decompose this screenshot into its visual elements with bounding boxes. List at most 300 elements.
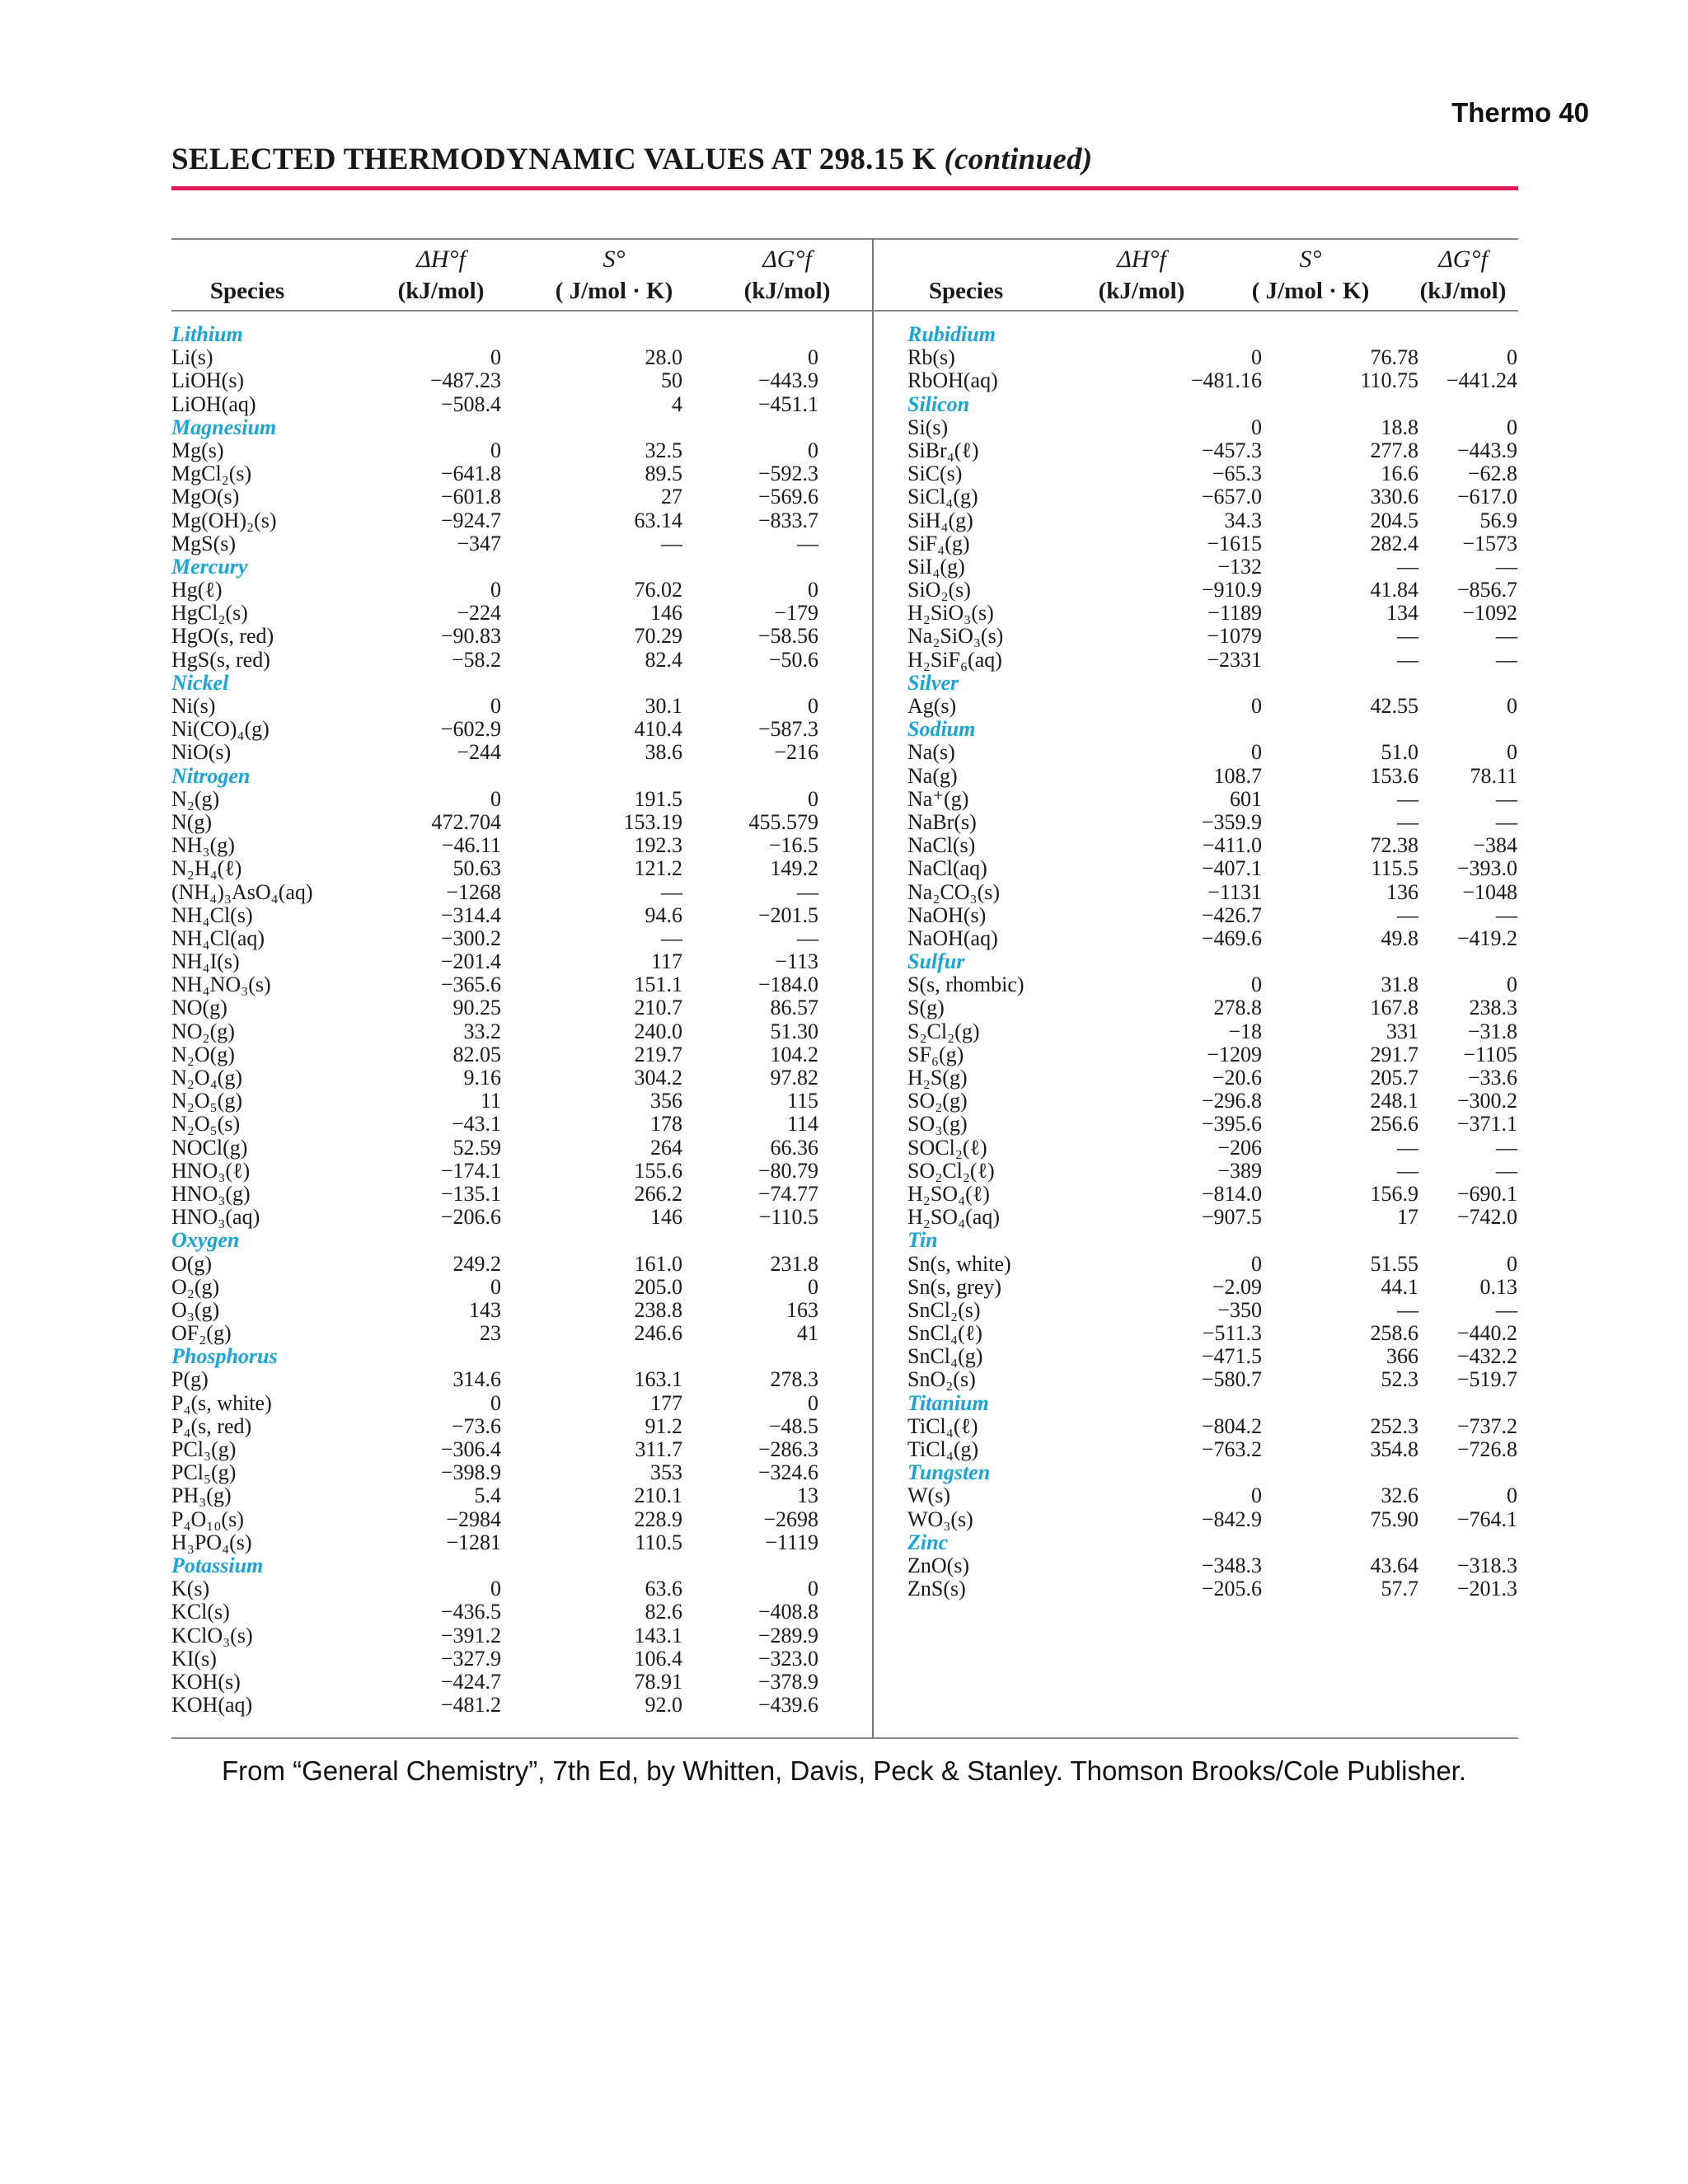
gibbs-cell: −371.1 — [1456, 1112, 1517, 1137]
enthalpy-cell: −43.1 — [451, 1112, 501, 1137]
entropy-cell: 410.4 — [634, 717, 682, 742]
gibbs-cell: −58.56 — [757, 624, 818, 649]
entropy-cell: 72.38 — [1370, 833, 1418, 858]
table-row — [171, 1671, 856, 1694]
table-row — [907, 485, 1517, 509]
gibbs-cell: −324.6 — [757, 1460, 818, 1485]
species-cell: NaOH(aq) — [907, 926, 998, 950]
table-row — [171, 973, 856, 996]
entropy-cell: 151.1 — [634, 972, 682, 997]
gibbs-cell: −393.0 — [1456, 856, 1517, 881]
header-species-left: Species — [209, 278, 285, 304]
section-label: Silver — [907, 670, 959, 695]
gibbs-cell: −80.79 — [757, 1158, 818, 1183]
header-enthalpy-left: ΔH°f (kJ/mol) — [397, 246, 485, 304]
entropy-cell: 246.6 — [634, 1321, 682, 1346]
entropy-cell: 205.0 — [634, 1274, 682, 1299]
enthalpy-cell: −481.2 — [440, 1693, 501, 1718]
species-cell: S₂Cl₂(g) — [907, 1019, 980, 1043]
table-row — [171, 950, 856, 973]
section-heading — [171, 672, 856, 695]
enthalpy-cell: 472.704 — [431, 809, 501, 834]
gibbs-cell: −1048 — [1462, 879, 1517, 904]
species-cell: SiH₄(g) — [907, 508, 973, 532]
table-row — [907, 1206, 1517, 1229]
gibbs-cell: 78.11 — [1470, 763, 1517, 788]
entropy-cell: 27 — [661, 485, 682, 509]
header-species-right: Species — [928, 278, 1004, 304]
enthalpy-cell: 33.2 — [463, 1019, 501, 1043]
section-heading — [907, 1392, 1517, 1415]
gibbs-cell: −33.6 — [1467, 1066, 1517, 1090]
gibbs-cell: −2698 — [763, 1507, 818, 1531]
entropy-cell: 240.0 — [634, 1019, 682, 1043]
species-cell: LiOH(aq) — [171, 391, 256, 416]
table-row — [907, 439, 1517, 462]
section-label: Zinc — [907, 1530, 949, 1554]
enthalpy-cell: 601 — [1230, 786, 1262, 811]
entropy-cell: 63.6 — [645, 1577, 682, 1601]
gibbs-cell: 278.3 — [770, 1367, 818, 1392]
entropy-cell: 258.6 — [1370, 1321, 1418, 1346]
entropy-cell: 331 — [1386, 1019, 1418, 1043]
gibbs-cell: −441.24 — [1446, 368, 1517, 393]
entropy-cell: 210.1 — [634, 1483, 682, 1508]
species-cell: NiO(s) — [171, 740, 232, 765]
table-row — [171, 1624, 856, 1647]
species-cell: Na⁺(g) — [907, 786, 969, 811]
entropy-cell: 17 — [1397, 1205, 1418, 1230]
enthalpy-cell: −2984 — [446, 1507, 501, 1531]
entropy-cell: 16.6 — [1381, 462, 1418, 486]
species-cell: NH₄Cl(aq) — [171, 926, 265, 950]
entropy-cell: 266.2 — [634, 1181, 682, 1206]
gibbs-cell: −439.6 — [757, 1693, 818, 1718]
table-row — [171, 509, 856, 532]
gibbs-cell: — — [797, 926, 818, 950]
table-row — [171, 462, 856, 485]
enthalpy-cell: −300.2 — [440, 926, 501, 950]
enthalpy-cell: 82.05 — [452, 1042, 501, 1066]
species-cell: (NH₄)₃AsO₄(aq) — [171, 879, 313, 904]
gibbs-cell: 0 — [1507, 345, 1517, 370]
enthalpy-cell: −814.0 — [1201, 1181, 1262, 1206]
gibbs-cell: −419.2 — [1456, 926, 1517, 950]
entropy-cell: 163.1 — [634, 1367, 682, 1392]
enthalpy-cell: −1189 — [1207, 601, 1262, 626]
section-heading — [907, 718, 1517, 741]
table-row — [907, 1043, 1517, 1066]
species-cell: SnCl₄(g) — [907, 1344, 983, 1369]
header-gibbs-left: ΔG°f (kJ/mol) — [743, 246, 831, 304]
enthalpy-cell: −457.3 — [1201, 438, 1262, 462]
entropy-cell: 146 — [650, 601, 682, 626]
table-row — [171, 857, 856, 880]
enthalpy-cell: −508.4 — [440, 391, 501, 416]
species-cell: N₂H₄(ℓ) — [171, 856, 242, 881]
enthalpy-cell: −327.9 — [440, 1646, 501, 1671]
entropy-cell: 353 — [650, 1460, 682, 1485]
table-row — [907, 788, 1517, 811]
enthalpy-cell: −511.3 — [1202, 1321, 1262, 1346]
species-cell: NH₄I(s) — [171, 949, 240, 974]
header-entropy-left: S° ( J/mol · K) — [555, 246, 673, 304]
section-heading — [171, 323, 856, 346]
table-row — [171, 1020, 856, 1043]
species-cell: N₂O₄(g) — [171, 1066, 242, 1090]
enthalpy-cell: 314.6 — [452, 1367, 501, 1392]
enthalpy-cell: 34.3 — [1224, 508, 1262, 532]
table-row — [171, 834, 856, 857]
entropy-cell: 161.0 — [634, 1251, 682, 1276]
gibbs-cell: −289.9 — [757, 1623, 818, 1647]
gibbs-cell: 41 — [797, 1321, 818, 1346]
entropy-cell: 330.6 — [1370, 485, 1418, 509]
entropy-cell: 110.5 — [635, 1530, 682, 1554]
entropy-cell: 282.4 — [1370, 531, 1418, 555]
entropy-cell: 291.7 — [1370, 1042, 1418, 1066]
entropy-cell: 178 — [650, 1112, 682, 1137]
section-heading — [907, 1229, 1517, 1252]
section-heading — [171, 1229, 856, 1252]
section-label: Oxygen — [171, 1228, 240, 1253]
species-cell: Ag(s) — [907, 694, 957, 718]
species-cell: HNO₃(aq) — [171, 1205, 260, 1230]
table-row — [907, 462, 1517, 485]
species-cell: SOCl₂(ℓ) — [907, 1135, 987, 1160]
table-row — [171, 1484, 856, 1507]
species-cell: S(s, rhombic) — [907, 972, 1025, 997]
enthalpy-cell: 9.16 — [463, 1066, 501, 1090]
species-cell: NOCl(g) — [171, 1135, 248, 1160]
entropy-cell: — — [1397, 1158, 1418, 1183]
entropy-cell: 49.8 — [1381, 926, 1418, 950]
table-row — [171, 1043, 856, 1066]
enthalpy-cell: 143 — [469, 1297, 501, 1322]
gibbs-cell: −569.6 — [757, 485, 818, 509]
enthalpy-cell: 52.59 — [452, 1135, 501, 1160]
gibbs-cell: — — [1496, 1135, 1517, 1160]
page-label: Thermo 40 — [1451, 97, 1589, 128]
gibbs-cell: 97.82 — [770, 1066, 818, 1090]
gibbs-cell: −742.0 — [1456, 1205, 1517, 1230]
species-cell: Na₂CO₃(s) — [907, 879, 1000, 904]
table-row — [171, 1601, 856, 1624]
species-cell: TiCl₄(g) — [907, 1437, 979, 1461]
table-row — [907, 1554, 1517, 1577]
enthalpy-cell: 0 — [490, 1390, 501, 1415]
gibbs-cell: −726.8 — [1456, 1437, 1517, 1461]
gibbs-cell: 0 — [808, 786, 818, 811]
entropy-cell: 153.19 — [623, 809, 682, 834]
table-row — [171, 1577, 856, 1601]
enthalpy-cell: 0 — [490, 1577, 501, 1601]
entropy-cell: 89.5 — [645, 462, 682, 486]
table-row — [171, 393, 856, 416]
entropy-cell: 76.78 — [1370, 345, 1418, 370]
species-cell: SiI₄(g) — [907, 554, 965, 579]
species-cell: N(g) — [171, 809, 213, 834]
entropy-cell: 311.7 — [635, 1437, 682, 1461]
species-cell: NaCl(aq) — [907, 856, 987, 881]
gibbs-cell: −378.9 — [757, 1669, 818, 1694]
gibbs-cell: — — [1496, 1297, 1517, 1322]
table-row — [907, 765, 1517, 788]
section-heading — [171, 1345, 856, 1368]
table-row — [907, 1160, 1517, 1183]
species-cell: Ni(s) — [171, 694, 216, 718]
enthalpy-cell: −469.6 — [1201, 926, 1262, 950]
header-entropy-right: S° ( J/mol · K) — [1251, 246, 1370, 304]
gibbs-cell: 66.36 — [770, 1135, 818, 1160]
table-row — [907, 649, 1517, 672]
table-row — [907, 741, 1517, 764]
species-cell: H₃PO₄(s) — [171, 1530, 252, 1554]
enthalpy-cell: −296.8 — [1201, 1089, 1262, 1113]
enthalpy-cell: −348.3 — [1201, 1553, 1262, 1577]
species-cell: Hg(ℓ) — [171, 578, 223, 602]
entropy-cell: 78.91 — [634, 1669, 682, 1694]
enthalpy-cell: −135.1 — [440, 1181, 501, 1206]
enthalpy-cell: −1281 — [446, 1530, 501, 1554]
enthalpy-cell: 0 — [1251, 972, 1262, 997]
enthalpy-cell: 5.4 — [474, 1483, 501, 1508]
enthalpy-cell: −641.8 — [440, 462, 501, 486]
table-row — [907, 1368, 1517, 1391]
enthalpy-cell: −391.2 — [440, 1623, 501, 1647]
gibbs-cell: 0.13 — [1479, 1274, 1517, 1299]
enthalpy-cell: −1268 — [446, 879, 501, 904]
gibbs-cell: 0 — [808, 1274, 818, 1299]
table-row — [907, 695, 1517, 718]
gibbs-cell: — — [1496, 1158, 1517, 1183]
gibbs-cell: — — [1496, 554, 1517, 579]
species-cell: SiCl₄(g) — [907, 485, 978, 509]
entropy-cell: 38.6 — [645, 740, 682, 765]
species-cell: N₂O₅(s) — [171, 1112, 241, 1137]
entropy-cell: 28.0 — [645, 345, 682, 370]
gibbs-cell: 238.3 — [1469, 996, 1517, 1020]
table-row — [171, 369, 856, 392]
gibbs-cell: −451.1 — [757, 391, 818, 416]
table-row — [907, 1090, 1517, 1113]
table-row — [171, 602, 856, 625]
table-row — [907, 602, 1517, 625]
gibbs-cell: −432.2 — [1456, 1344, 1517, 1369]
enthalpy-cell: −244 — [457, 740, 501, 765]
species-cell: H₂SiO₃(s) — [907, 601, 994, 626]
title-suffix: (continued) — [944, 143, 1093, 176]
species-cell: O₂(g) — [171, 1274, 220, 1299]
entropy-cell: 153.6 — [1370, 763, 1418, 788]
enthalpy-cell: 249.2 — [452, 1251, 501, 1276]
gibbs-cell: −16.5 — [768, 833, 818, 858]
enthalpy-cell: −487.23 — [429, 368, 501, 393]
table-row — [171, 1508, 856, 1531]
enthalpy-cell: −1131 — [1207, 879, 1262, 904]
species-cell: S(g) — [907, 996, 945, 1020]
entropy-cell: 177 — [650, 1390, 682, 1415]
entropy-cell: 115.5 — [1371, 856, 1418, 881]
gibbs-cell: −519.7 — [1456, 1367, 1517, 1392]
enthalpy-cell: −602.9 — [440, 717, 501, 742]
enthalpy-cell: −20.6 — [1212, 1066, 1262, 1090]
species-cell: HgO(s, red) — [171, 624, 274, 649]
gibbs-cell: 115 — [786, 1089, 818, 1113]
gibbs-cell: −62.8 — [1467, 462, 1517, 486]
species-cell: RbOH(aq) — [907, 368, 998, 393]
gibbs-cell: −690.1 — [1456, 1181, 1517, 1206]
species-cell: MgO(s) — [171, 485, 240, 509]
species-cell: O₃(g) — [171, 1297, 220, 1322]
enthalpy-cell: 0 — [490, 786, 501, 811]
entropy-cell: 156.9 — [1370, 1181, 1418, 1206]
enthalpy-cell: −206.6 — [440, 1205, 501, 1230]
entropy-cell: — — [661, 879, 682, 904]
table-bottom-rule — [171, 1737, 1518, 1739]
enthalpy-cell: 0 — [1251, 1251, 1262, 1276]
species-cell: Li(s) — [171, 345, 213, 370]
entropy-cell: 82.6 — [645, 1600, 682, 1624]
gibbs-cell: 0 — [808, 1577, 818, 1601]
table-row — [171, 1694, 856, 1717]
table-row — [171, 1206, 856, 1229]
entropy-cell: — — [1397, 902, 1418, 927]
table-row — [171, 1322, 856, 1345]
gibbs-cell: 149.2 — [770, 856, 818, 881]
species-cell: NaBr(s) — [907, 809, 977, 834]
enthalpy-cell: 23 — [480, 1321, 501, 1346]
species-cell: LiOH(s) — [171, 368, 245, 393]
table-row — [907, 369, 1517, 392]
section-label: Lithium — [171, 322, 243, 346]
species-cell: Sn(s, grey) — [907, 1274, 1002, 1299]
table-row — [907, 834, 1517, 857]
species-cell: P₄O₁₀(s) — [171, 1507, 244, 1531]
species-cell: NaOH(s) — [907, 902, 987, 927]
entropy-cell: — — [1397, 786, 1418, 811]
table-row — [907, 1276, 1517, 1299]
gibbs-cell: −201.5 — [757, 902, 818, 927]
species-cell: Na(g) — [907, 763, 958, 788]
enthalpy-cell: −224 — [457, 601, 501, 626]
species-cell: PH₃(g) — [171, 1483, 232, 1508]
table-row — [171, 811, 856, 834]
species-cell: SnCl₂(s) — [907, 1297, 981, 1322]
entropy-cell: 356 — [650, 1089, 682, 1113]
gibbs-cell: 0 — [1507, 972, 1517, 997]
table-row — [907, 555, 1517, 579]
enthalpy-cell: 50.63 — [452, 856, 501, 881]
gibbs-cell: −323.0 — [757, 1646, 818, 1671]
enthalpy-cell: −1209 — [1207, 1042, 1262, 1066]
entropy-cell: 256.6 — [1370, 1112, 1418, 1137]
gibbs-cell: −48.5 — [768, 1413, 818, 1438]
enthalpy-cell: −763.2 — [1201, 1437, 1262, 1461]
enthalpy-cell: −910.9 — [1201, 578, 1262, 602]
species-cell: MgCl₂(s) — [171, 462, 252, 486]
section-label: Potassium — [171, 1553, 264, 1577]
table-row — [907, 1415, 1517, 1438]
enthalpy-cell: 278.8 — [1213, 996, 1262, 1020]
gibbs-cell: 0 — [808, 694, 818, 718]
gibbs-cell: 455.579 — [748, 809, 818, 834]
section-heading — [171, 555, 856, 579]
enthalpy-cell: −205.6 — [1201, 1577, 1262, 1601]
enthalpy-cell: 0 — [490, 1274, 501, 1299]
table-row — [171, 1253, 856, 1276]
entropy-cell: — — [1397, 647, 1418, 672]
enthalpy-cell: −350 — [1217, 1297, 1262, 1322]
species-cell: N₂O(g) — [171, 1042, 235, 1066]
entropy-cell: 117 — [650, 949, 682, 974]
species-cell: HgCl₂(s) — [171, 601, 248, 626]
enthalpy-cell: −365.6 — [440, 972, 501, 997]
entropy-cell: 304.2 — [634, 1066, 682, 1090]
enthalpy-cell: 0 — [490, 578, 501, 602]
entropy-cell: 82.4 — [645, 647, 682, 672]
species-cell: PCl₃(g) — [171, 1437, 237, 1461]
species-cell: H₂SO₄(aq) — [907, 1205, 1000, 1230]
species-cell: NaCl(s) — [907, 833, 976, 858]
gibbs-cell: 0 — [1507, 740, 1517, 765]
entropy-cell: 43.64 — [1370, 1553, 1418, 1577]
gibbs-cell: −440.2 — [1456, 1321, 1517, 1346]
section-label: Rubidium — [907, 322, 996, 346]
entropy-cell: 51.0 — [1381, 740, 1418, 765]
entropy-cell: — — [661, 926, 682, 950]
species-cell: P(g) — [171, 1367, 209, 1392]
entropy-cell: 76.02 — [634, 578, 682, 602]
gibbs-cell: −443.9 — [1456, 438, 1517, 462]
entropy-cell: 42.55 — [1370, 694, 1418, 718]
enthalpy-cell: −206 — [1217, 1135, 1262, 1160]
entropy-cell: 143.1 — [634, 1623, 682, 1647]
entropy-cell: 91.2 — [645, 1413, 682, 1438]
gibbs-cell: −408.8 — [757, 1600, 818, 1624]
gibbs-cell: 0 — [808, 345, 818, 370]
entropy-cell: 18.8 — [1381, 415, 1418, 439]
table-row — [171, 1183, 856, 1206]
entropy-cell: 70.29 — [634, 624, 682, 649]
enthalpy-cell: −907.5 — [1201, 1205, 1262, 1230]
gibbs-cell: 0 — [1507, 1483, 1517, 1508]
gibbs-cell: — — [1496, 624, 1517, 649]
entropy-cell: 146 — [650, 1205, 682, 1230]
gibbs-cell: 13 — [797, 1483, 818, 1508]
gibbs-cell: −856.7 — [1456, 578, 1517, 602]
entropy-cell: — — [1397, 554, 1418, 579]
species-cell: Na(s) — [907, 740, 955, 765]
enthalpy-cell: −46.11 — [441, 833, 501, 858]
right-table-body — [907, 323, 1517, 1601]
species-cell: NH₄NO₃(s) — [171, 972, 271, 997]
table-row — [907, 625, 1517, 648]
enthalpy-cell: −2331 — [1207, 647, 1262, 672]
table-row — [171, 1415, 856, 1438]
species-cell: SF₆(g) — [907, 1042, 964, 1066]
gibbs-cell: −184.0 — [757, 972, 818, 997]
species-cell: NH₄Cl(s) — [171, 902, 253, 927]
table-row — [907, 881, 1517, 904]
left-table-body — [171, 323, 856, 1717]
table-row — [907, 1253, 1517, 1276]
gibbs-cell: −833.7 — [757, 508, 818, 532]
section-heading — [907, 950, 1517, 973]
species-cell: NO(g) — [171, 996, 227, 1020]
enthalpy-cell: −842.9 — [1201, 1507, 1262, 1531]
entropy-cell: 191.5 — [634, 786, 682, 811]
